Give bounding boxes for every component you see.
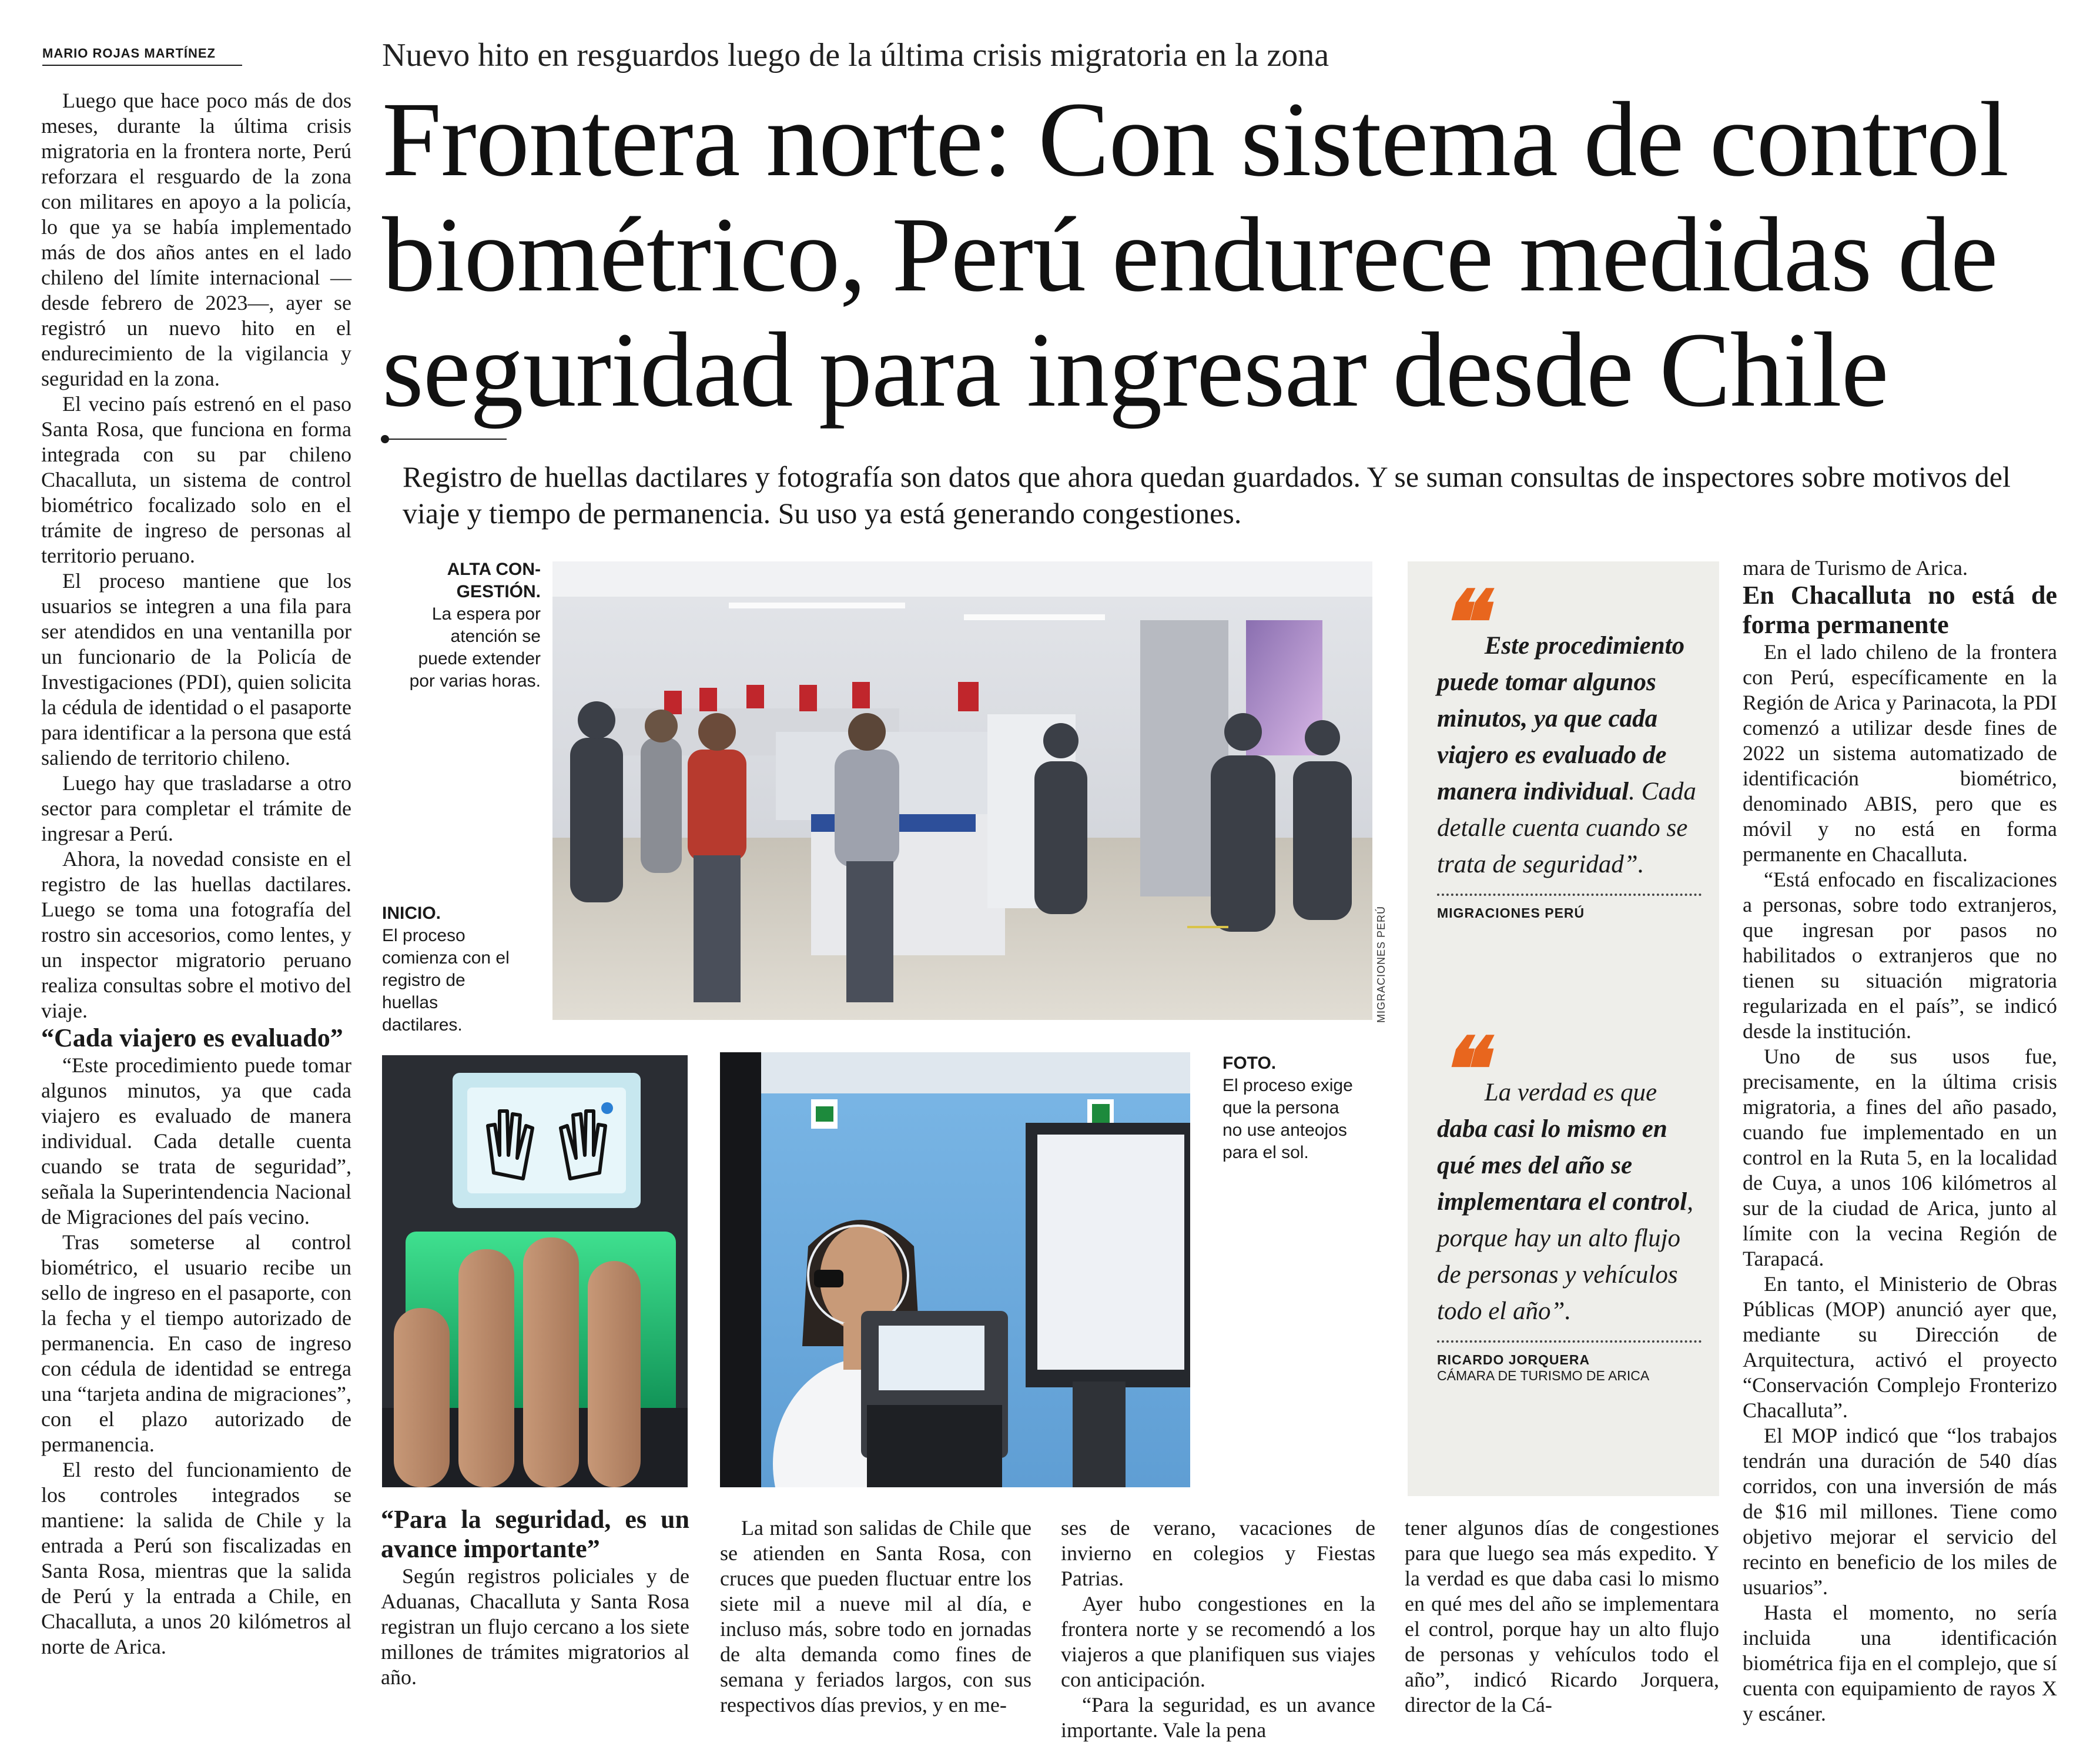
deck: Registro de huellas dactilares y fotografía son datos que ahora quedan guardados. Y se suman consultas de inspectores sobre motivos del viaje y tiempo de permanencia. Su uso ya está generando congestiones. (403, 460, 2011, 530)
paragraph: Uno de sus usos fue, precisamente, en la última crisis migratoria, a fines del año pasado, cuando fue implementado en un control en la Ruta 5, en la localidad de Cuya, a unos 106 kilómetros al sur de la ciudad de Arica, junto al límite con la vecina Región de Tarapacá. (1743, 1045, 2057, 1270)
subhead: “Cada viajero es evaluado” (41, 1023, 343, 1052)
paragraph: Tras someterse al control biométrico, el usuario recibe un sello de ingreso en el pasaporte, con la fecha y el tiempo autorizado de permanencia. En caso de ingreso con cédula de identidad se entrega una “tarjeta andina de migraciones”, con el plazo autorizado de permanencia. (41, 1230, 351, 1456)
quote-1-rest: . Cada detalle cuenta cuando se trata de seguridad”. (1437, 778, 1696, 878)
photo-camera (720, 1052, 1190, 1487)
paragraph: Según registros policiales y de Aduanas, Chacalluta y Santa Rosa registran un flujo cercano a los siete millones de trámites migratorios al año. (381, 1564, 689, 1689)
dotted-divider (1437, 894, 1702, 896)
subhead: En Chacalluta no está de forma permanente (1743, 581, 2057, 639)
quote-box (1408, 561, 1719, 1496)
quote-mark-icon: ❝ (1437, 1018, 1485, 1122)
caption-title: INICIO. (382, 904, 441, 923)
quote-1-source: MIGRACIONES PERÚ (1437, 905, 1585, 921)
caption-foto (1223, 1052, 1364, 1164)
paragraph: Luego hay que trasladarse a otro sector para completar el trámite de ingresar a Perú. (41, 771, 351, 845)
quote-2-text (1437, 1018, 1702, 1330)
kicker: Nuevo hito en resguardos luego de la última crisis migratoria en la zona (382, 37, 1329, 73)
subhead: “Para la seguridad, es un avance importante” (381, 1505, 689, 1563)
caption-title: FOTO. (1223, 1053, 1277, 1073)
quote-2-source: RICARDO JORQUERA (1437, 1352, 1590, 1367)
caption-text: El proceso comienza con el registro de huellas dactilares. (382, 926, 510, 1035)
column-bottom-4 (1405, 1515, 1719, 1718)
paragraph: El MOP indicó que “los trabajos tendrán una duración de 540 días corridos, con una inversión de más de $16 mil millones. Tiene como objetivo mejorar el servicio del recinto en beneficio de los miles de usuarios”. (1743, 1424, 2057, 1599)
byline: MARIO ROJAS MARTÍNEZ (42, 46, 242, 66)
paragraph: tener algunos días de congestiones para que luego sea más expedito. Y la verdad es que daba casi lo mismo en qué mes del año se implementara el control, porque hay un alto flujo de personas y vehículos todo el año”, indicó Ricardo Jorquera, director de la Cá- (1405, 1516, 1719, 1717)
paragraph: La mitad son salidas de Chile que se atienden en Santa Rosa, con cruces que pueden fluctuar entre los siete mil a nueve mil al día, e incluso más, sobre todo en jornadas de alta demanda como fines de semana y feriados largos, con sus respectivos días previos, y en me- (720, 1516, 1031, 1717)
paragraph: ses de verano, vacaciones de invierno en colegios y Fiestas Patrias. (1061, 1516, 1375, 1590)
caption-title: ALTA CON-GESTIÓN. (447, 560, 541, 601)
quote-1 (1437, 571, 1702, 921)
caption-text: La espera por atención se puede extender por varias horas. (409, 604, 541, 691)
quote-2-a: La verdad es que (1484, 1079, 1657, 1106)
paragraph: Luego que hace poco más de dos meses, durante la última crisis migratoria en la frontera norte, Perú reforzara el resguardo de la zona con militares en apoyo a la policía, lo que ya se había implementado más de dos años antes en el lado chileno del límite internacional —desde febrero de 2023—, ayer se registró un nuevo hito en el endurecimiento de la vigilancia y seguridad en la zona. (41, 89, 351, 390)
column-left (41, 88, 351, 1660)
paragraph: mara de Turismo de Arica. (1743, 556, 1968, 580)
paragraph: El resto del funcionamiento de los controles integrados se mantiene: la salida de Chile y la entrada a Perú son fiscalizadas en Santa Rosa, mientras que la salida de Perú y la entrada a Chile, en Chacalluta, a unos 20 kilómetros al norte de Arica. (41, 1458, 351, 1658)
paragraph: Ahora, la novedad consiste en el registro de las huellas dactilares. Luego se toma una fotografía del rostro sin accesorios, como lentes, y un inspector migratorio peruano realiza consultas sobre el motivo del viaje. (41, 847, 351, 1022)
photo-border-hall (552, 561, 1372, 1020)
paragraph: “Para la seguridad, es un avance importante. Vale la pena (1061, 1693, 1375, 1742)
paragraph: El vecino país estrenó en el paso Santa Rosa, que funciona en forma integrada con su par chileno Chacalluta, un sistema de control biométrico focalizado solo en el trámite de ingreso de personas al territorio peruano. (41, 392, 351, 567)
caption-text: El proceso exige que la persona no use anteojos para el sol. (1223, 1076, 1353, 1162)
headline-line: biométrico, Perú endurece medidas de (382, 196, 1998, 314)
paragraph: “Este procedimiento puede tomar algunos minutos, ya que cada viajero es evaluado de manera individual. Cada detalle cuenta cuando se trata de seguridad”, señala la Superintendencia Nacional de Migraciones del país vecino. (41, 1053, 351, 1229)
quote-2-source-sub: CÁMARA DE TURISMO DE ARICA (1437, 1368, 1650, 1383)
paragraph: En tanto, el Ministerio de Obras Públicas (MOP) anunció ayer que, mediante su Dirección de Arquitectura, activó el proyecto “Conservación Complejo Fronterizo Chacalluta”. (1743, 1272, 2057, 1422)
paragraph: El proceso mantiene que los usuarios se integren a una fila para ser atendidos en una ventanilla por un funcionario de la Policía de Investigaciones (PDI), quien solicita la cédula de identidad o el pasaporte para identificar a la persona que está saliendo de territorio chileno. (41, 569, 351, 770)
deck-rule (383, 439, 507, 440)
paragraph: Ayer hubo congestiones en la frontera norte y se recomendó a los viajeros a que planifiquen sus viajes con anticipación. (1061, 1592, 1375, 1691)
column-bottom-2 (720, 1515, 1031, 1718)
quote-mark-icon: ❝ (1437, 571, 1485, 675)
column-bottom-3 (1061, 1515, 1375, 1743)
headline (382, 82, 2075, 428)
deck-rule-dot (381, 435, 389, 443)
quote-1-text (1437, 571, 1702, 883)
paragraph: En el lado chileno de la frontera con Perú, específicamente en la Región de Arica y Parinacota, la PDI comenzó a utilizar desde fines de 2022 un sistema automatizado de identificación biométrico, denominado ABIS, pero que es móvil y no está en forma permanente en Chacalluta. (1743, 640, 2057, 866)
column-right (1743, 556, 2057, 1727)
quote-2-b: daba casi lo mismo en qué mes del año se implementara el control (1437, 1115, 1687, 1216)
quote-2 (1437, 1018, 1702, 1384)
caption-congestion (400, 558, 541, 692)
quote-2-c: , porque hay un alto flujo de personas y vehículos todo el año”. (1437, 1188, 1693, 1325)
paragraph: Hasta el momento, no sería incluida una identificación biométrica fija en el complejo, que sí cuenta con equipamiento de rayos X y escáner. (1743, 1601, 2057, 1725)
headline-line: Frontera norte: Con sistema de control (382, 81, 2009, 199)
quote-1-lead: Este procedimiento puede tomar algunos minutos, ya que cada viajero es evaluado de manera individual (1437, 632, 1685, 805)
headline-line: seguridad para ingresar desde Chile (382, 311, 1888, 429)
photo-fingerprint (382, 1055, 688, 1487)
dotted-divider (1437, 1340, 1702, 1343)
column-bottom-1 (381, 1505, 689, 1690)
photo-credit: MIGRACIONES PERÚ (1375, 905, 1387, 1023)
paragraph: “Está enfocado en fiscalizaciones a personas, sobre todo extranjeros, que ingresan por pasos no habilitados o extranjeros que no tienen su situación migratoria regularizada en el país”, se indicó desde la institución. (1743, 868, 2057, 1043)
caption-inicio (382, 902, 523, 1036)
